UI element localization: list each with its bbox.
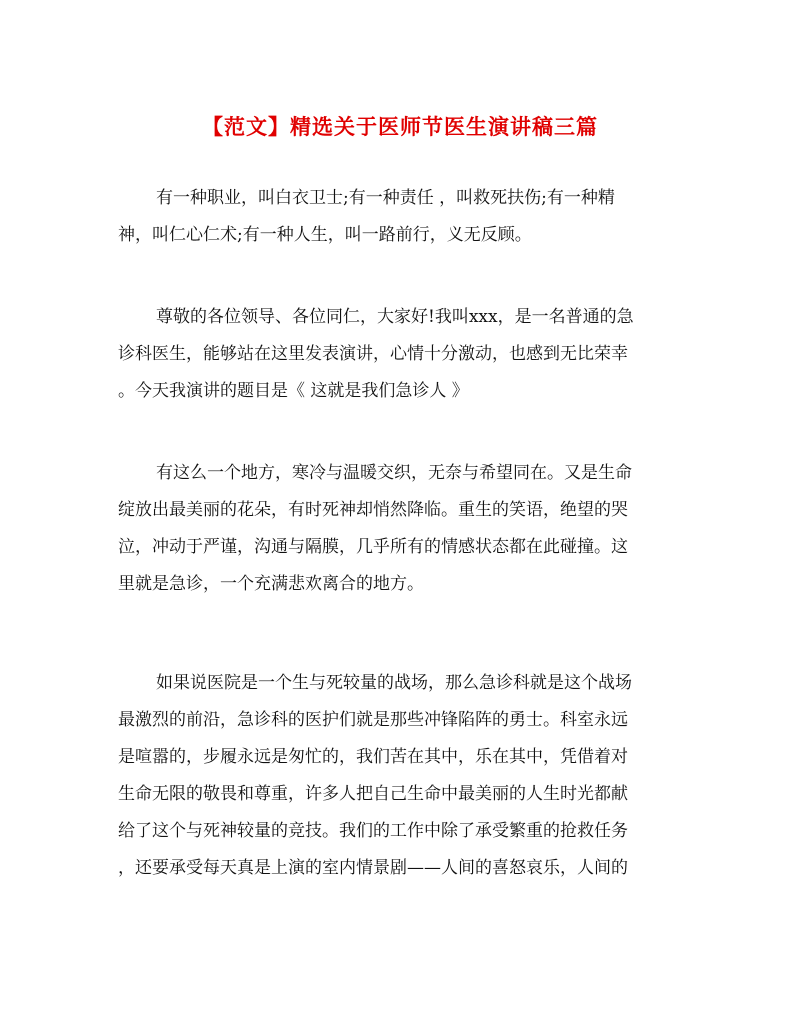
paragraph-line: 有这么一个地方，寒冷与温暖交织，无奈与希望同在。又是生命 xyxy=(156,463,632,483)
paragraph-line: ，还要承受每天真是上演的室内情景剧——人间的喜怒哀乐，人间的 xyxy=(118,858,628,878)
paragraph-line: 是喧嚣的，步履永远是匆忙的，我们苦在其中，乐在其中，凭借着对 xyxy=(118,747,628,767)
paragraph-line: 生命无限的敬畏和尊重，许多人把自己生命中最美丽的人生时光都献 xyxy=(118,784,628,804)
paragraph-3 xyxy=(118,455,684,603)
paragraph-line: 。今天我演讲的题目是《 这就是我们急诊人 》 xyxy=(118,381,469,401)
paragraph-line: 给了这个与死神较量的竞技。我们的工作中除了承受繁重的抢救任务 xyxy=(118,821,628,841)
paragraph-line: 尊敬的各位领导、各位同仁，大家好!我叫xxx，是一名普通的急 xyxy=(156,307,634,327)
paragraph-line: 有一种职业，叫白衣卫士;有一种责任 ，叫救死扶伤;有一种精 xyxy=(156,188,615,208)
paragraph-line: 如果说医院是一个生与死较量的战场，那么急诊科就是这个战场 xyxy=(156,673,632,693)
paragraph-line: 神，叫仁心仁术;有一种人生，叫一路前行，义无反顾。 xyxy=(118,225,532,245)
document-title: 【范文】精选关于医师节医生演讲稿三篇 xyxy=(202,114,598,139)
paragraph-line: 最激烈的前沿，急诊科的医护们就是那些冲锋陷阵的勇士。科室永远 xyxy=(118,710,628,730)
paragraph-1 xyxy=(118,180,684,254)
paragraph-line: 泣，冲动于严谨，沟通与隔膜，几乎所有的情感状态都在此碰撞。这 xyxy=(118,537,628,557)
paragraph-2 xyxy=(118,299,684,410)
paragraph-4 xyxy=(118,665,684,887)
paragraph-line: 诊科医生，能够站在这里发表演讲，心情十分激动，也感到无比荣幸 xyxy=(118,344,628,364)
paragraph-line: 里就是急诊，一个充满悲欢离合的地方。 xyxy=(118,574,424,594)
paragraph-line: 绽放出最美丽的花朵，有时死神却悄然降临。重生的笑语，绝望的哭 xyxy=(118,500,628,520)
